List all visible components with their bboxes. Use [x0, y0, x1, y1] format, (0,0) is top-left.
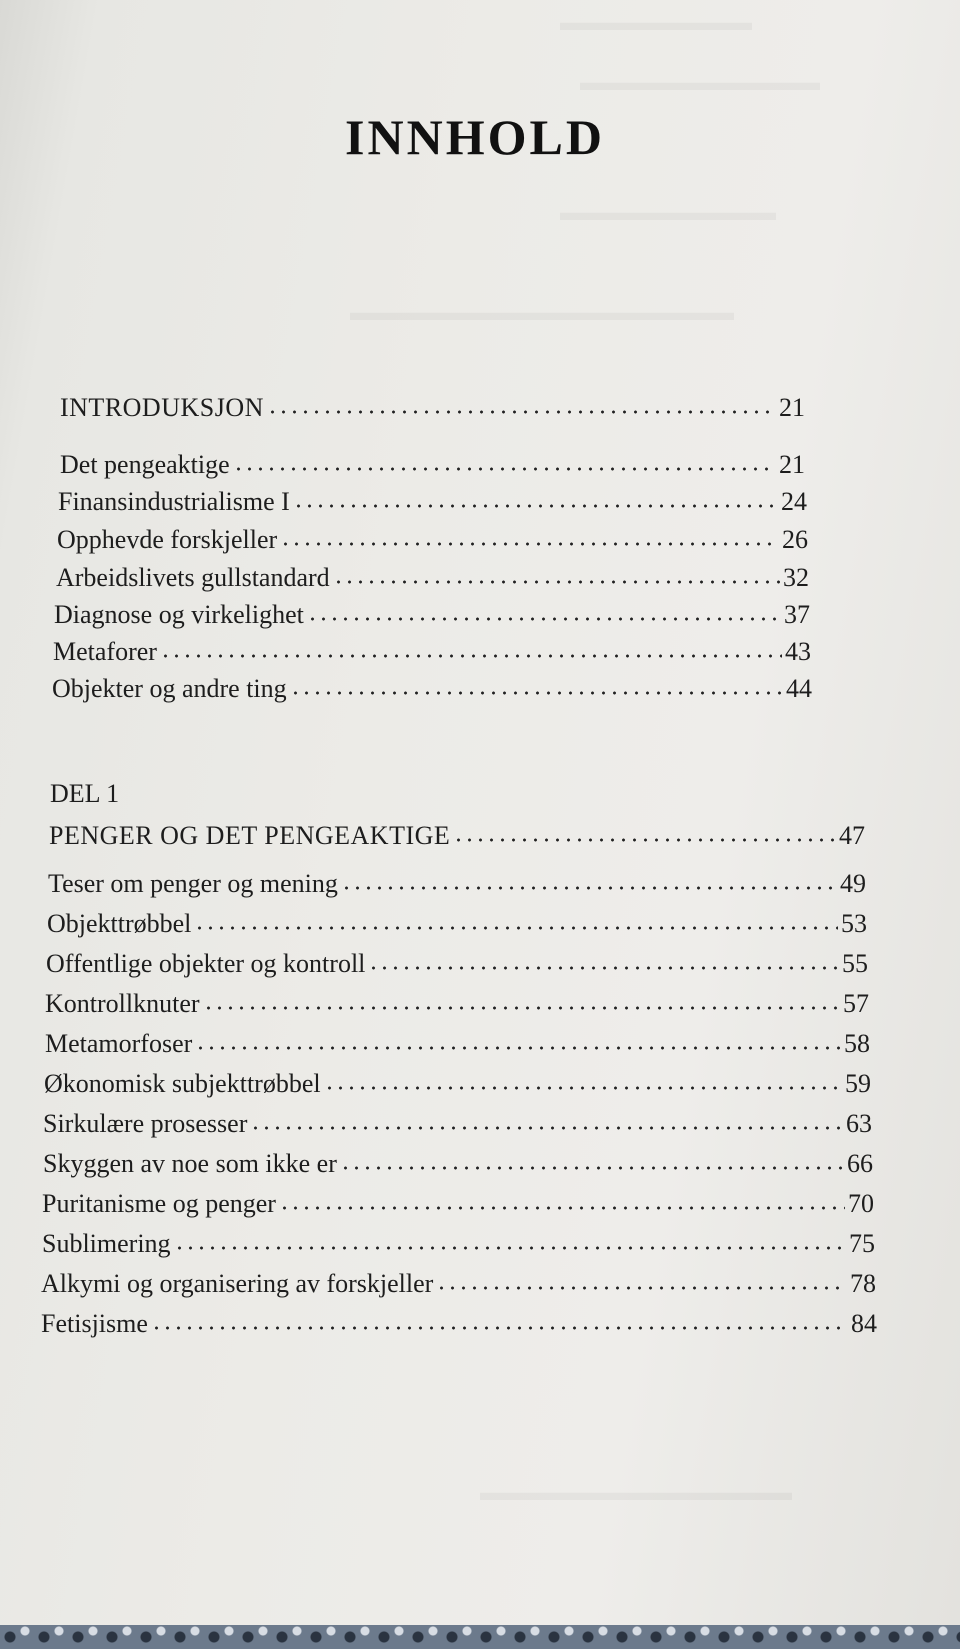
toc-entry-page: 43	[785, 637, 811, 666]
fabric-background	[0, 1625, 960, 1649]
toc-entry-title: Skyggen av noe som ikke er	[43, 1149, 337, 1178]
toc-entry-title: Økonomisk subjekttrøbbel	[44, 1069, 321, 1098]
toc-entry-page: 24	[781, 487, 807, 516]
toc-entry-title: Fetisjisme	[41, 1309, 148, 1338]
toc-entry-title: Kontrollknuter	[45, 989, 200, 1018]
toc-entry-title: Arbeidslivets gullstandard	[56, 563, 330, 592]
toc-entry[interactable]	[47, 906, 867, 940]
toc-entry[interactable]	[54, 597, 810, 631]
dot-leader	[267, 390, 776, 416]
toc-entry[interactable]	[56, 560, 809, 594]
toc-entry-page: 32	[783, 563, 809, 592]
toc-entry[interactable]	[42, 1186, 874, 1220]
toc-entry-title: Offentlige objekter og kontroll	[46, 949, 366, 978]
dot-leader	[340, 1146, 844, 1172]
part-label: DEL 1	[50, 779, 120, 808]
toc-entry-title: Alkymi og organisering av forskjeller	[41, 1269, 434, 1298]
dot-leader	[293, 484, 778, 510]
toc-entry-page: 63	[846, 1109, 872, 1138]
toc-entry[interactable]	[41, 1266, 876, 1300]
dot-leader	[333, 560, 780, 586]
show-through: ▬▬▬▬▬▬▬▬▬▬▬▬▬	[480, 1480, 792, 1506]
toc-entry-title: Sublimering	[42, 1229, 171, 1258]
toc-entry-page: 44	[786, 674, 812, 703]
dot-leader	[174, 1226, 846, 1252]
toc-entry-page: 37	[784, 600, 810, 629]
page-title: INNHOLD	[345, 109, 605, 165]
toc-entry-title: Objekttrøbbel	[47, 909, 192, 938]
toc-entry-title: Metamorfoser	[45, 1029, 193, 1058]
toc-entry[interactable]	[41, 1306, 877, 1340]
toc-entry-title: Objekter og andre ting	[52, 674, 287, 703]
toc-entry-title: Finansindustrialisme I	[58, 487, 290, 516]
toc-entry[interactable]	[58, 484, 807, 518]
toc-entry-page: 21	[779, 450, 805, 479]
toc-entry-page: 78	[850, 1269, 876, 1298]
toc-entry-page: 55	[842, 949, 868, 978]
toc-entry-page: 21	[779, 393, 805, 422]
dot-leader	[233, 447, 776, 473]
show-through: ▬▬▬▬▬▬▬▬▬▬	[580, 70, 820, 96]
toc-entry-page: 70	[848, 1189, 874, 1218]
toc-entry[interactable]	[52, 671, 812, 705]
toc-entry-page: 84	[851, 1309, 877, 1338]
toc-entry-page: 53	[841, 909, 867, 938]
toc-entry[interactable]	[45, 986, 869, 1020]
dot-leader	[280, 522, 779, 548]
toc-entry-title: Metaforer	[53, 637, 157, 666]
dot-leader	[341, 866, 837, 892]
dot-leader	[453, 818, 836, 844]
toc-entry[interactable]	[43, 1106, 872, 1140]
toc-entry-title: Teser om penger og mening	[48, 869, 338, 898]
toc-entry[interactable]	[49, 818, 865, 852]
toc-entry-page: 66	[847, 1149, 873, 1178]
dot-leader	[250, 1106, 843, 1132]
toc-entry-page: 58	[844, 1029, 870, 1058]
toc-entry[interactable]	[60, 390, 805, 424]
toc-entry-page: 47	[839, 821, 865, 850]
toc-entry[interactable]	[43, 1146, 873, 1180]
toc-entry[interactable]	[42, 1226, 875, 1260]
show-through: ▬▬▬▬▬▬▬▬	[560, 10, 752, 36]
toc-entry-title: Diagnose og virkelighet	[54, 600, 304, 629]
dot-leader	[194, 906, 838, 932]
show-through: ▬▬▬▬▬▬▬▬▬▬▬▬▬▬▬▬	[350, 300, 734, 326]
toc-entry[interactable]	[44, 1066, 871, 1100]
dot-leader	[279, 1186, 845, 1212]
toc-entry-title: Opphevde forskjeller	[57, 525, 278, 554]
toc-entry[interactable]	[60, 447, 805, 481]
toc-entry[interactable]	[53, 634, 811, 668]
dot-leader	[203, 986, 840, 1012]
toc-entry[interactable]	[46, 946, 868, 980]
toc-entry-title: Puritanisme og penger	[42, 1189, 276, 1218]
dot-leader	[151, 1306, 848, 1332]
toc-entry-page: 49	[840, 869, 866, 898]
toc-entry-page: 57	[843, 989, 869, 1018]
toc-entry[interactable]	[45, 1026, 870, 1060]
dot-leader	[290, 671, 783, 697]
toc-entry-title: Det pengeaktige	[60, 450, 230, 479]
toc-entry-page: 75	[849, 1229, 875, 1258]
show-through: ▬▬▬▬▬▬▬▬▬	[560, 200, 776, 226]
dot-leader	[368, 946, 839, 972]
toc-entry-title: PENGER OG DET PENGEAKTIGE	[49, 821, 451, 850]
dot-leader	[436, 1266, 847, 1292]
toc-entry[interactable]	[57, 522, 808, 556]
dot-leader	[307, 597, 781, 623]
toc-entry-page: 26	[782, 525, 808, 554]
dot-leader	[195, 1026, 841, 1052]
toc-entry-page: 59	[845, 1069, 871, 1098]
dot-leader	[160, 634, 782, 660]
toc-entry-title: INTRODUKSJON	[60, 393, 264, 422]
dot-leader	[324, 1066, 842, 1092]
toc-entry[interactable]	[48, 866, 866, 900]
toc-entry-title: Sirkulære prosesser	[43, 1109, 248, 1138]
